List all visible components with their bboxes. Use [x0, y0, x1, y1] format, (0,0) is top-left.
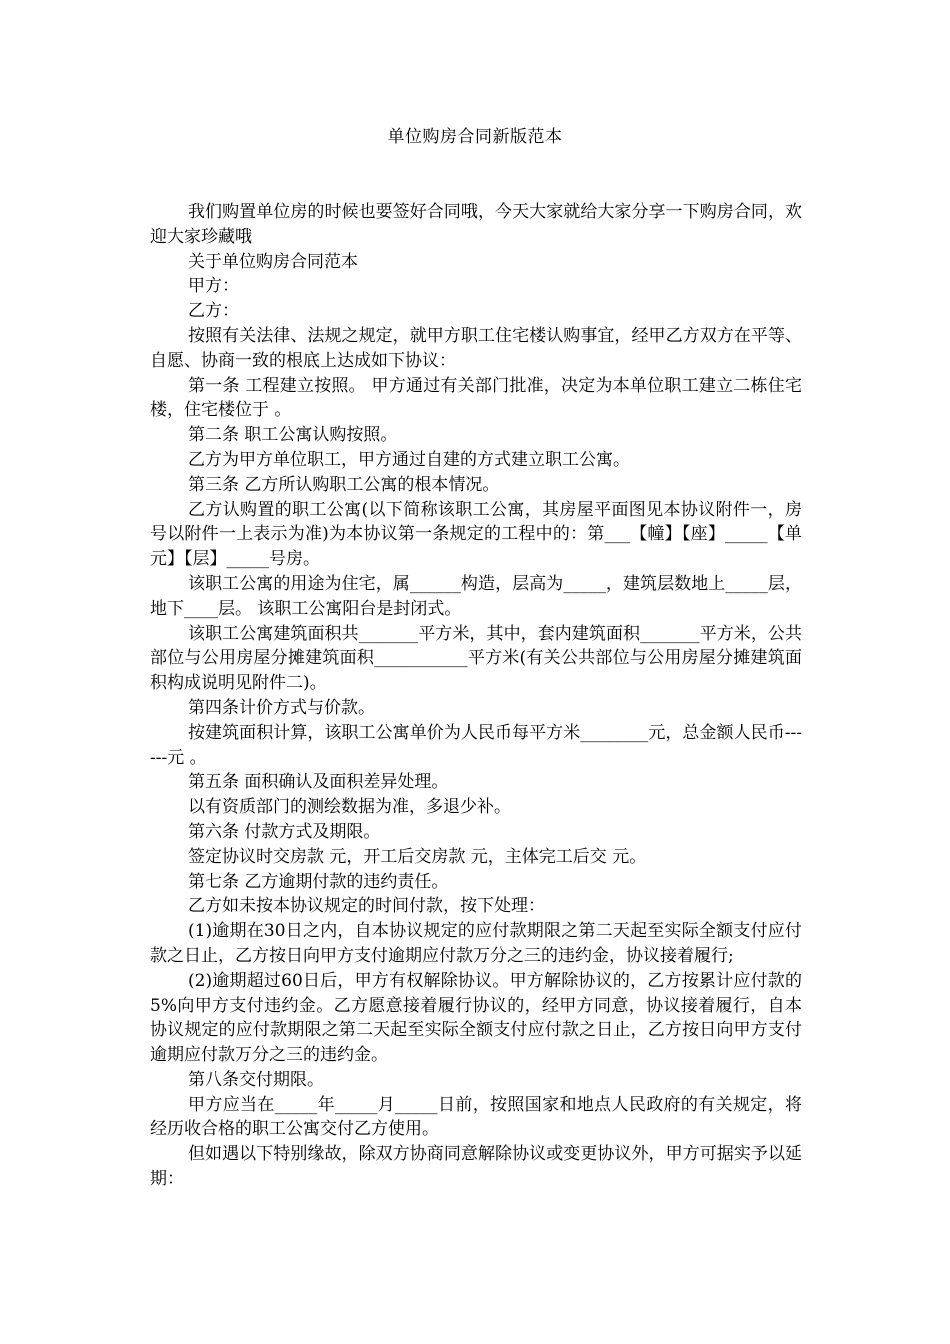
paragraph: 按建筑面积计算，该职工公寓单价为人民币每平方米________元，总金额人民币------元 。 [150, 722, 802, 768]
paragraph: 第六条 付款方式及期限。 [188, 821, 381, 842]
paragraph: 乙方认购置的职工公寓(以下简称该职工公寓，其房屋平面图见本协议附件一，房号以附件一上表示为准)为本协议第一条规定的工程中的：第___【幢】【座】_____【单元】【层】_____号房。 [150, 499, 802, 570]
paragraph: 关于单位购房合同范本 [188, 251, 358, 272]
paragraph: 第八条交付期限。 [188, 1069, 324, 1090]
paragraph: 该职工公寓的用途为住宅，属______构造，层高为_____，建筑层数地上_____层，地下____层。 该职工公寓阳台是封闭式。 [150, 573, 802, 619]
paragraph: 第三条 乙方所认购职工公寓的根本情况。 [188, 474, 500, 495]
paragraph: 甲方： [188, 276, 239, 297]
paragraph: 以有资质部门的测绘数据为准，多退少补。 [188, 797, 511, 818]
paragraph: 按照有关法律、法规之规定，就甲方职工住宅楼认购事宜，经甲乙方双方在平等、自愿、协商一致的根底上达成如下协议： [150, 325, 802, 371]
paragraph: (1)逾期在30日之内，自本协议规定的应付款期限之第二天起至实际全额支付应付款之日止，乙方按日向甲方支付逾期应付款万分之三的违约金，协议接着履行; [150, 921, 802, 966]
paragraph: 乙方如未按本协议规定的时间付款，按下处理： [188, 896, 545, 917]
paragraph: 但如遇以下特别缘故，除双方协商同意解除协议或变更协议外，甲方可据实予以延期： [150, 1144, 802, 1190]
paragraph: 我们购置单位房的时候也要签好合同哦，今天大家就给大家分享一下购房合同，欢迎大家珍藏哦 [150, 202, 802, 247]
paragraph: 甲方应当在_____年_____月_____日前，按照国家和地点人民政府的有关规定，将经历收合格的职工公寓交付乙方使用。 [150, 1094, 802, 1140]
paragraph: 第二条 职工公寓认购按照。 [188, 425, 398, 446]
document-title: 单位购房合同新版范本 [387, 127, 563, 147]
paragraph: 该职工公寓建筑面积共_______平方米，其中，套内建筑面积_______平方米，公共部位与公用房屋分摊建筑面积___________平方米(有关公共部位与公用房屋分摊建筑面积构成说明见附件二)。 [150, 623, 802, 694]
paragraph: 第四条计价方式与价款。 [188, 697, 375, 718]
paragraph: 第七条 乙方逾期付款的违约责任。 [188, 871, 449, 892]
paragraph: 第一条 工程建立按照。 甲方通过有关部门批准，决定为本单位职工建立二栋住宅楼，住宅楼位于 。 [150, 375, 802, 421]
document-body [150, 200, 802, 1192]
paragraph: 签定协议时交房款 元，开工后交房款 元，主体完工后交 元。 [188, 846, 647, 867]
paragraph: 乙方为甲方单位职工，甲方通过自建的方式建立职工公寓。 [188, 449, 630, 470]
paragraph: 乙方： [188, 301, 239, 322]
paragraph: (2)逾期超过60日后，甲方有权解除协议。甲方解除协议的，乙方按累计应付款的5%向甲方支付违约金。乙方愿意接着履行协议的，经甲方同意，协议接着履行，自本协议规定的应付款期限之第二天起至实际全额支付应付款之日止，乙方按日向甲方支付逾期应付款万分之三的违约金。 [150, 970, 802, 1066]
paragraph: 第五条 面积确认及面积差异处理。 [188, 772, 449, 793]
